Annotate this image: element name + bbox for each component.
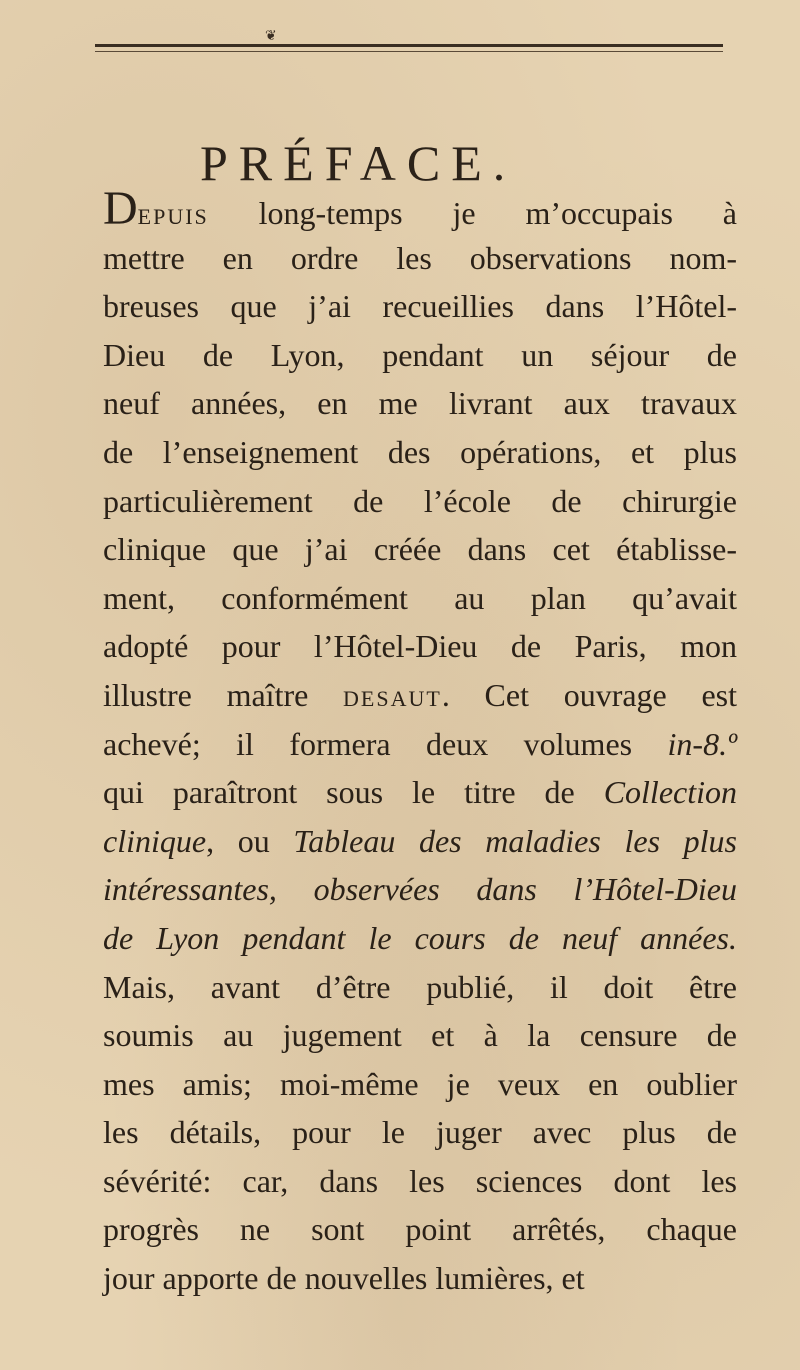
drop-cap: D: [103, 182, 138, 235]
text-line: particulièrement de l’école de chirurgie: [103, 482, 737, 519]
text-line-italic: intéressantes, observées dans l’Hôtel-Dieu: [103, 871, 737, 908]
preface-text: [103, 182, 738, 1303]
text-line: progrès ne sont point arrêtés, chaque: [103, 1211, 737, 1248]
text-line: clinique que j’ai créée dans cet établisse-: [103, 531, 737, 568]
text-line: jour apporte de nouvelles lumières, et: [103, 1260, 585, 1297]
text-line: ment, conformément au plan qu’avait: [103, 579, 737, 616]
work-title-clinique: clinique: [103, 822, 207, 859]
text-line-author: [103, 671, 737, 720]
text-line: les détails, pour le juger avec plus de: [103, 1114, 737, 1151]
line-author-pre: illustre maître: [103, 676, 344, 713]
opening-smallcaps: EPUIS: [137, 204, 209, 229]
header-rule: [95, 44, 723, 47]
text-line: de l’enseignement des opérations, et plus: [103, 433, 737, 470]
text-line-italic: [103, 817, 737, 866]
text-line: mes amis; moi-même je veux en oublier: [103, 1065, 737, 1102]
text-line-1: [103, 182, 737, 235]
text-line: mettre en ordre les observations nom-: [103, 239, 737, 276]
text-line-italic: de Lyon pendant le cours de neuf années.: [103, 919, 737, 956]
author-name: DESAUT: [343, 685, 442, 711]
line-volumes-pre: achevé; il formera deux volumes: [103, 725, 668, 762]
volume-format: in-8.º: [667, 725, 737, 762]
line-1-rest: long-temps je m’occupais à: [208, 195, 737, 231]
header-rule-thin: [95, 51, 723, 52]
ornament-icon: ❦: [265, 28, 277, 44]
italic-joiner: , ou: [206, 822, 294, 859]
text-line: adopté pour l’Hôtel-Dieu de Paris, mon: [103, 628, 737, 665]
text-line: Mais, avant d’être publié, il doit être: [103, 968, 737, 1005]
text-line: soumis au jugement et à la censure de: [103, 1017, 737, 1054]
text-line-title: [103, 768, 737, 817]
work-title-start: Collection: [603, 774, 737, 811]
text-line: neuf années, en me livrant aux travaux: [103, 385, 737, 422]
text-line-volumes: [103, 720, 737, 769]
line-title-pre: qui paraîtront sous le titre de: [103, 774, 604, 811]
work-title-tableau: Tableau des maladies les plus: [293, 822, 738, 859]
line-author-post: . Cet ouvrage est: [441, 676, 738, 713]
page-title: PRÉFACE.: [200, 134, 517, 191]
text-line: Dieu de Lyon, pendant un séjour de: [103, 336, 737, 373]
text-line: breuses que j’ai recueillies dans l’Hôtel-: [103, 288, 737, 325]
text-line: sévérité: car, dans les sciences dont les: [103, 1162, 737, 1199]
